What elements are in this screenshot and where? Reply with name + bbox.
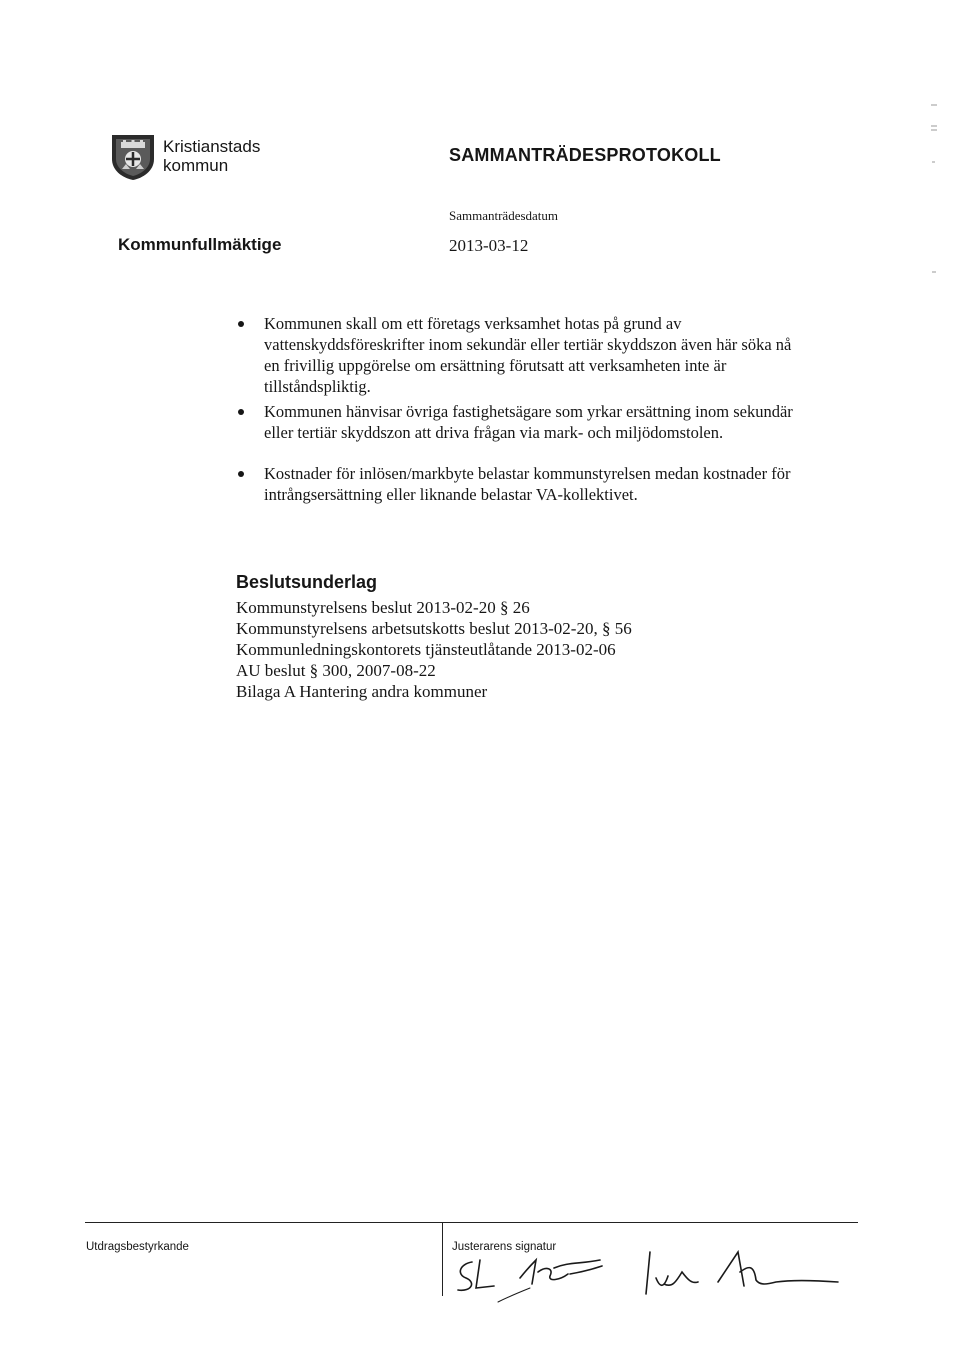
signature-4 bbox=[718, 1252, 838, 1286]
coat-of-arms-icon bbox=[110, 133, 156, 181]
basis-heading: Beslutsunderlag bbox=[236, 572, 378, 592]
meeting-date: 2013-03-12 bbox=[449, 236, 529, 255]
decision-body-name: Kommunfullmäktige bbox=[118, 235, 282, 254]
signature-2-underline bbox=[498, 1288, 530, 1302]
org-name bbox=[163, 137, 260, 175]
basis-item: AU beslut § 300, 2007-08-22 bbox=[236, 661, 436, 680]
basis-item: Kommunstyrelsens arbetsutskotts beslut 2013-02-20, § 56 bbox=[236, 619, 632, 638]
basis-list bbox=[236, 597, 632, 702]
basis-item: Kommunledningskontorets tjänsteutlåtande 2013-02-06 bbox=[236, 640, 616, 659]
org-name-line1: Kristianstads bbox=[163, 137, 261, 156]
basis-item: Bilaga A Hantering andra kommuner bbox=[236, 682, 488, 701]
bullet-item: Kommunen skall om ett företags verksamhet hotas på grund av vattenskyddsföreskrifter inom sekundär eller tertiär skyddszon även här söka nå en frivillig uppgörelse om ersättning förutsatt att verksamheten inte är tillståndspliktig. bbox=[236, 313, 796, 397]
scan-edge-marks bbox=[928, 100, 940, 300]
bullet-item: Kostnader för inlösen/markbyte belastar kommunstyrelsen medan kostnader för intrångsersättning eller liknande belastar VA-kollektivet. bbox=[236, 463, 796, 505]
org-name-line2: kommun bbox=[163, 156, 229, 175]
signature-3 bbox=[646, 1252, 698, 1294]
signature-1 bbox=[458, 1260, 494, 1290]
handwritten-signatures bbox=[450, 1238, 860, 1318]
signature-2 bbox=[520, 1260, 602, 1284]
footer-column-divider bbox=[442, 1222, 443, 1296]
footer-divider bbox=[85, 1222, 858, 1223]
document-title: SAMMANTRÄDESPROTOKOLL bbox=[449, 145, 721, 165]
basis-item: Kommunstyrelsens beslut 2013-02-20 § 26 bbox=[236, 598, 530, 617]
certifier-label: Utdragsbestyrkande bbox=[86, 1241, 189, 1253]
decision-bullet-list bbox=[236, 313, 796, 505]
meeting-date-label: Sammanträdesdatum bbox=[449, 208, 559, 223]
initials-label: Justerarens signatur bbox=[452, 1241, 557, 1253]
bullet-item: Kommunen hänvisar övriga fastighetsägare som yrkar ersättning inom sekundär eller tertiär skyddszon att driva frågan via mark- och miljödomstolen. bbox=[236, 401, 796, 443]
